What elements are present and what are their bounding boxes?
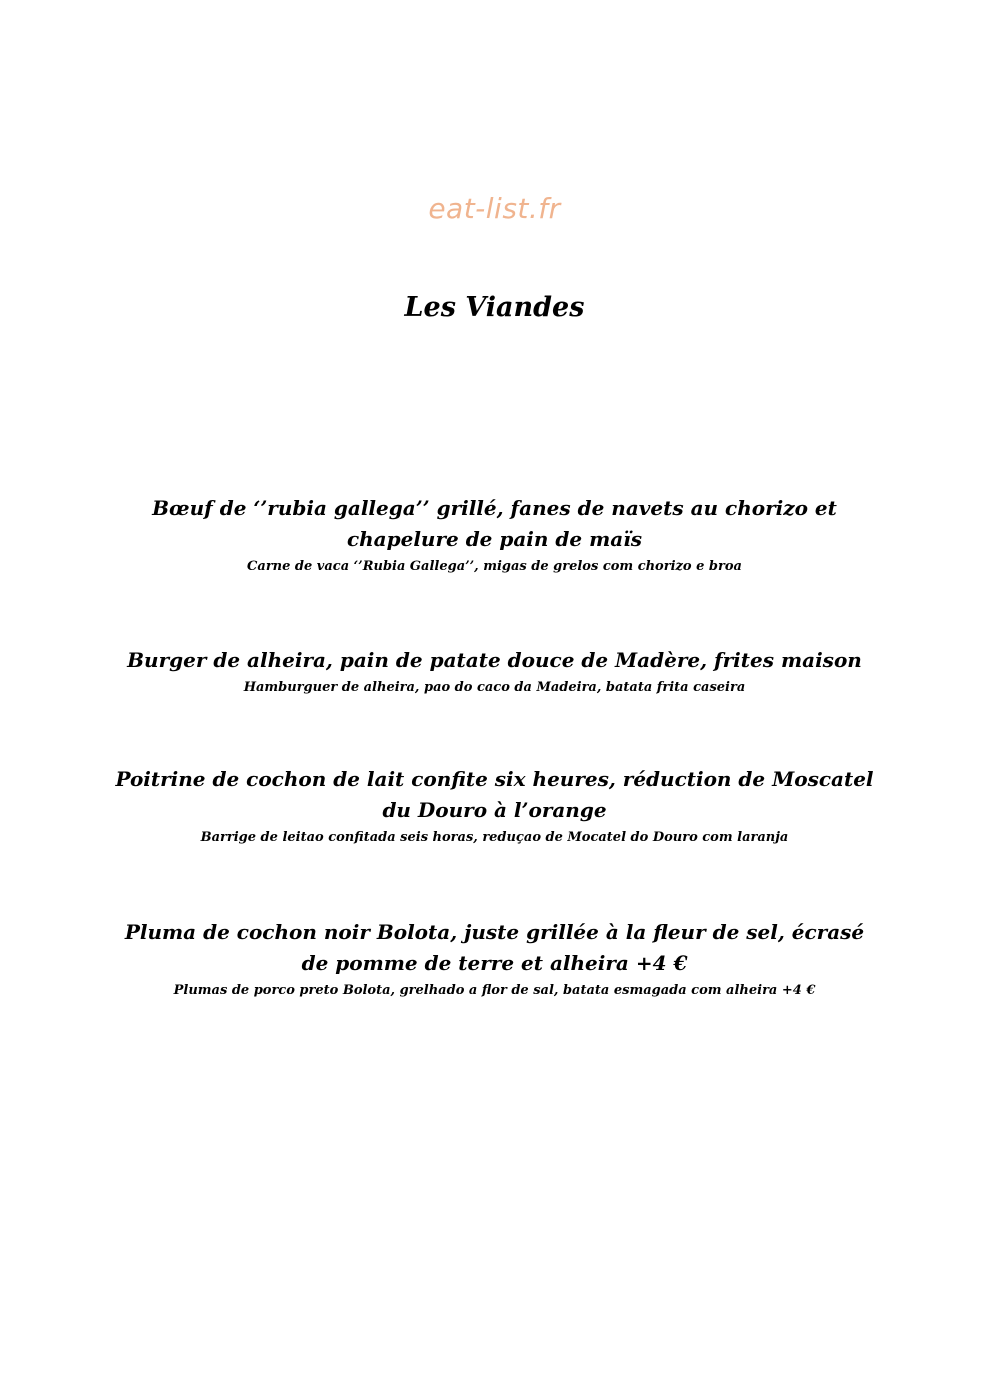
- page-title: Les Viandes: [404, 292, 585, 323]
- dish-name-fr: Bœuf de ‘’rubia gallega’’ grillé, fanes de navets au chorizo et chapelure de pain de maïs: [152, 496, 837, 551]
- menu-item: [110, 645, 879, 698]
- dish-name-fr: Burger de alheira, pain de patate douce de Madère, frites maison: [127, 648, 862, 672]
- dish-name-pt: Carne de vaca ‘’Rubia Gallega’’, migas de grelos com chorizo e broa: [247, 559, 742, 574]
- menu-item: [110, 917, 879, 1001]
- dish-name-pt: Plumas de porco preto Bolota, grelhado a flor de sal, batata esmagada com alheira +4 €: [173, 983, 816, 998]
- menu-item: [110, 764, 879, 848]
- dish-name-fr: Pluma de cochon noir Bolota, juste grillée à la fleur de sel, écrasé de pomme de terre et alheira +4 €: [124, 920, 865, 975]
- dish-name-pt: Hamburguer de alheira, pao do caco da Madeira, batata frita caseira: [243, 680, 746, 695]
- menu-item: [110, 493, 879, 577]
- dish-name-fr: Poitrine de cochon de lait confite six heures, réduction de Moscatel du Douro à l’orange: [115, 767, 874, 822]
- watermark-text: eat-list.fr: [428, 192, 561, 225]
- dish-name-pt: Barrige de leitao confitada seis horas, reduçao de Mocatel do Douro com laranja: [200, 830, 789, 845]
